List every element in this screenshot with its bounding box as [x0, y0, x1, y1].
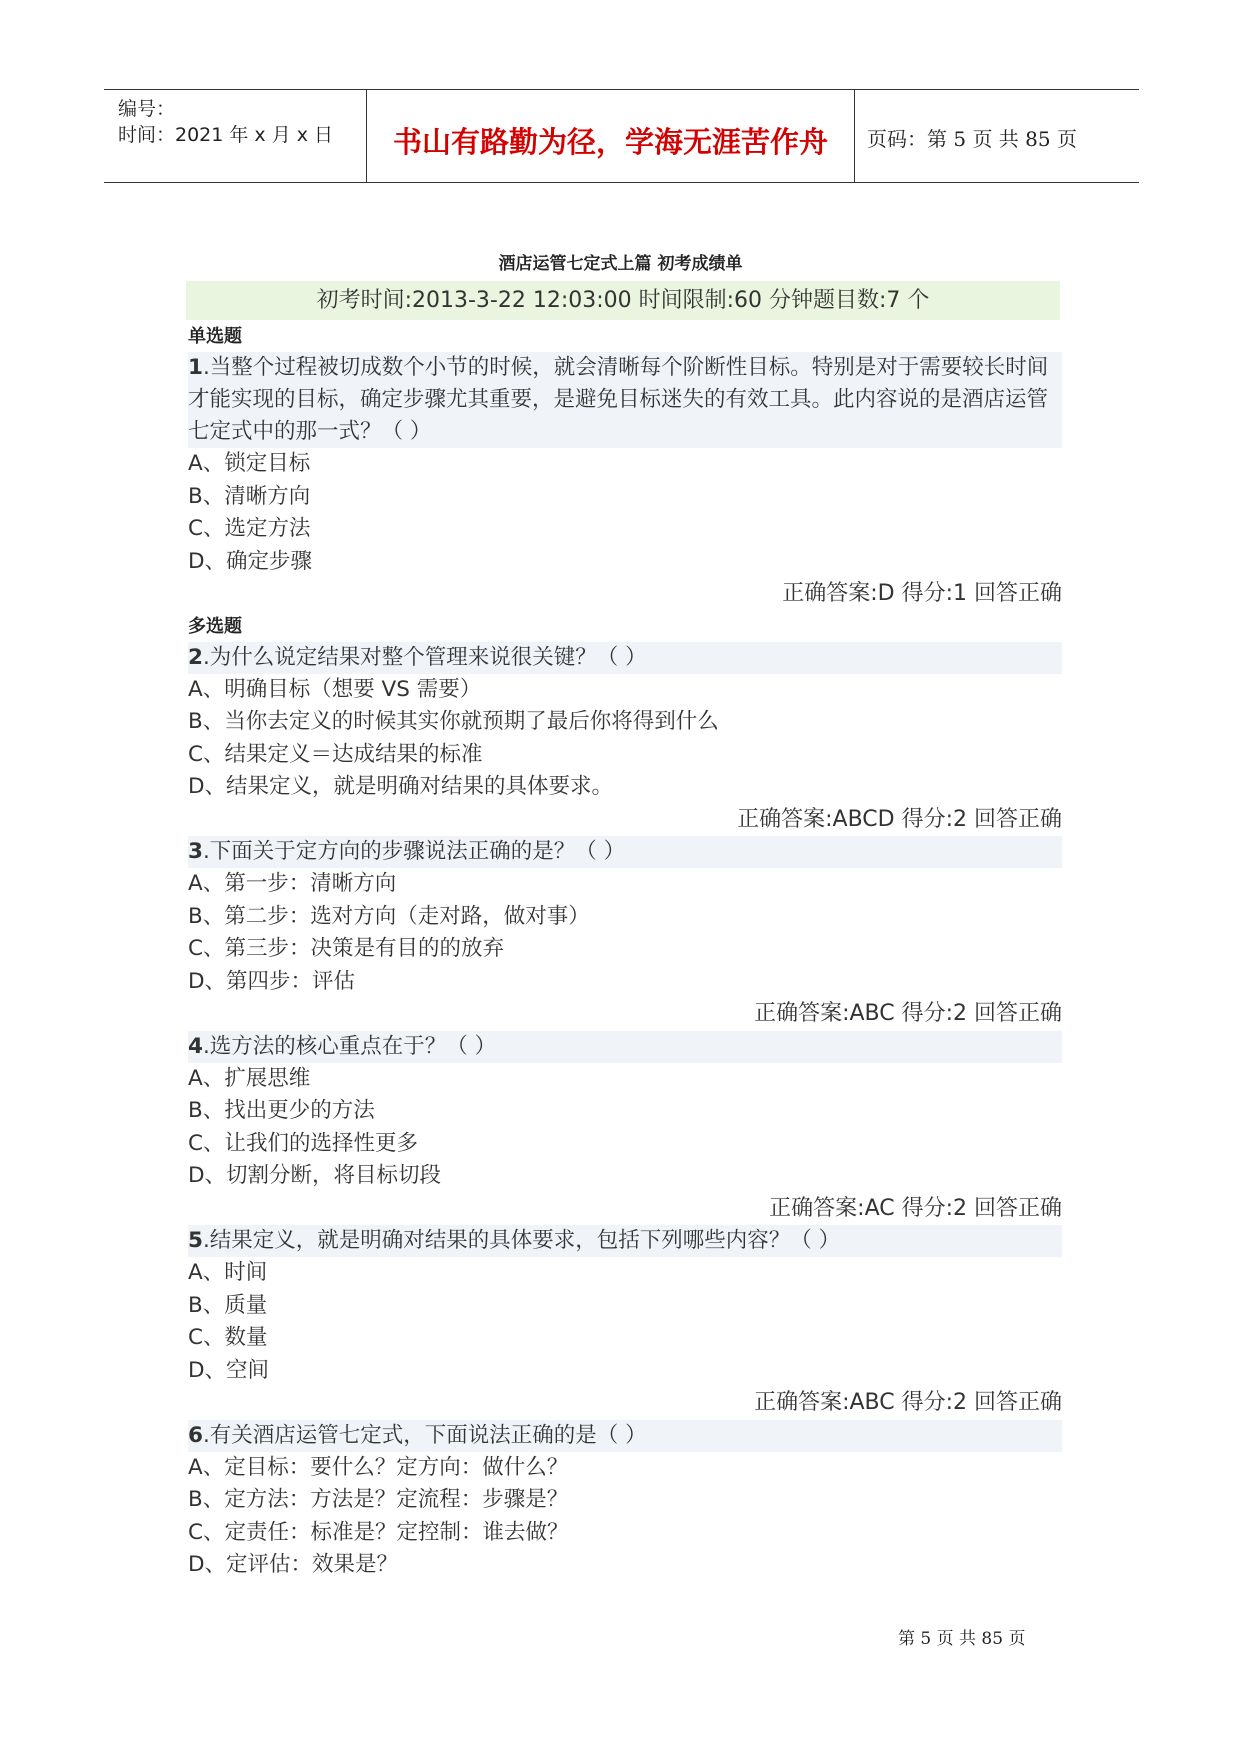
question-block: [188, 642, 1062, 837]
answer-option: A、明确目标（想要 VS 需要）: [188, 676, 482, 702]
section-multi-choice: 多选题: [188, 615, 242, 637]
answer-option: D、切割分断，将目标切段: [188, 1163, 442, 1188]
answer-option: B、质量: [188, 1292, 268, 1318]
answer-option: D、确定步骤: [188, 548, 313, 574]
question-number: 6: [188, 1422, 203, 1448]
doc-number-label: 编号：: [118, 98, 176, 120]
header-center-cell: [366, 90, 855, 182]
answer-option: C、结果定义＝达成结果的标准: [188, 741, 483, 767]
answer-option: B、当你去定义的时候其实你就预期了最后你将得到什么: [188, 709, 719, 734]
answer-option: C、选定方法: [188, 516, 311, 541]
answer-result: 正确答案:ABC 得分:2 回答正确: [754, 1001, 1062, 1026]
question-block: [188, 836, 1062, 1031]
question-text: [188, 352, 1062, 448]
answer-option: C、数量: [188, 1325, 268, 1350]
answer-option: D、空间: [188, 1357, 270, 1383]
question-number: 4: [188, 1033, 203, 1059]
question-body: .有关酒店运管七定式，下面说法正确的是（ ）: [202, 1422, 647, 1448]
answer-option: D、第四步：评估: [188, 968, 356, 994]
question-number: 5: [188, 1228, 203, 1253]
section-single-choice: 单选题: [188, 326, 242, 347]
question-body: .为什么说定结果对整个管理来说很关键？（ ）: [202, 644, 647, 670]
question-body: .选方法的核心重点在于？（ ）: [202, 1033, 497, 1059]
answer-result: 正确答案:ABCD 得分:2 回答正确: [737, 806, 1062, 832]
question-number: 3: [188, 839, 203, 864]
answer-option: A、定目标：要什么？定方向：做什么？: [188, 1454, 569, 1480]
question-block: [188, 352, 1062, 611]
question-text: [188, 642, 1062, 674]
answer-option: C、定责任：标准是？定控制：谁去做？: [188, 1519, 569, 1545]
answer-option: D、定评估：效果是？: [188, 1552, 399, 1577]
answer-option: B、找出更少的方法: [188, 1098, 375, 1123]
page-title: 酒店运管七定式上篇 初考成绩单: [498, 254, 743, 274]
header-left-cell: [104, 90, 366, 182]
answer-option: C、让我们的选择性更多: [188, 1130, 419, 1156]
question-number: 1: [188, 355, 203, 380]
answer-result: 正确答案:ABC 得分:2 回答正确: [754, 1390, 1062, 1415]
question-body: .结果定义，就是明确对结果的具体要求，包括下列哪些内容？（ ）: [202, 1228, 841, 1253]
exam-info-bar: 初考时间:2013-3-22 12:03:00 时间限制:60 分钟题目数:7 个: [186, 281, 1060, 320]
question-block: [188, 1225, 1062, 1420]
answer-option: A、扩展思维: [188, 1065, 311, 1091]
motto: 书山有路勤为径，学海无涯苦作舟: [392, 125, 828, 159]
question-body: .当整个过程被切成数个小节的时候，就会清晰每个阶断性目标。特别是对于需要较长时间才能实现的目标，确定步骤尤其重要，是避免目标迷失的有效工具。此内容说的是酒店运管七定式中的那一式？（ ）: [188, 355, 1049, 444]
answer-result: 正确答案:AC 得分:2 回答正确: [769, 1195, 1062, 1221]
header-right-cell: [855, 90, 1139, 182]
page-header: [104, 89, 1139, 183]
answer-option: A、第一步：清晰方向: [188, 871, 397, 896]
question-body: .下面关于定方向的步骤说法正确的是？（ ）: [202, 839, 626, 864]
answer-result: 正确答案:D 得分:1 回答正确: [782, 581, 1062, 606]
question-number: 2: [188, 644, 203, 670]
answer-option: C、第三步：决策是有目的的放弃: [188, 936, 505, 961]
doc-time-label: 时间：2021 年 x 月 x 日: [118, 124, 334, 146]
question-text: [188, 1031, 1062, 1063]
answer-option: B、第二步：选对方向（走对路，做对事）: [188, 903, 590, 929]
exam-content: [188, 321, 1062, 1582]
question-block: [188, 1420, 1062, 1582]
question-block: [188, 1031, 1062, 1226]
answer-option: B、清晰方向: [188, 483, 311, 509]
answer-option: A、锁定目标: [188, 451, 311, 476]
question-text: [188, 1420, 1062, 1452]
answer-option: D、结果定义，就是明确对结果的具体要求。: [188, 774, 614, 799]
answer-option: A、时间: [188, 1260, 268, 1285]
page-footer: 第 5 页 共 85 页: [898, 1629, 1026, 1649]
answer-option: B、定方法：方法是？定流程：步骤是？: [188, 1487, 569, 1512]
page-number-label: 页码：第 5 页 共 85 页: [867, 127, 1077, 151]
question-text: [188, 1225, 1062, 1257]
question-text: [188, 836, 1062, 868]
